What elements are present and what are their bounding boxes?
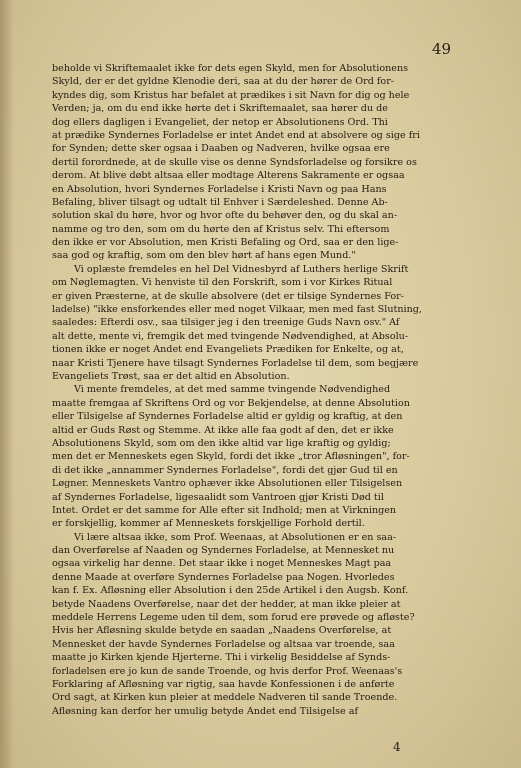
- text-line: saa god og kraftig, som om den blev hørt af hans egen Mund.": [52, 250, 356, 262]
- body-text: [52, 62, 452, 718]
- text-line: eller Tilsigelse af Syndernes Forladelse altid er gyldig og kraftig, at den: [52, 411, 403, 423]
- text-line: Intet. Ordet er det samme for Alle efter sit Indhold; men at Virkningen: [52, 504, 397, 516]
- text-line: namme og tro den, som om du hørte den af Kristus selv. Thi eftersom: [52, 223, 390, 235]
- text-line: alt dette, mente vi, fremgik det med tvingende Nødvendighed, at Absolu-: [52, 330, 409, 342]
- text-line: meddele Herrens Legeme uden til dem, som forud ere prøvede og afløste?: [52, 612, 415, 624]
- text-line: dertil forordnede, at de skulle vise os denne Syndsforladelse og forsikre os: [52, 156, 417, 168]
- page-number: 49: [432, 40, 452, 58]
- text-line: Ord sagt, at Kirken kun pleier at meddele Nadveren til sande Troende.: [52, 692, 398, 704]
- text-line: altid er Guds Røst og Stemme. At ikke alle faa godt af den, det er ikke: [52, 424, 394, 436]
- text-line: den ikke er vor Absolution, men Kristi Befaling og Ord, saa er den lige-: [52, 237, 399, 249]
- text-line: Vi lære altsaa ikke, som Prof. Weenaas, at Absolutionen er en saa-: [74, 531, 397, 543]
- text-line: Afløsning kan derfor her umulig betyde Andet end Tilsigelse af: [52, 705, 359, 717]
- text-line: af Syndernes Forladelse, ligesaalidt som Vantroen gjør Kristi Død til: [52, 491, 384, 503]
- text-line: di det ikke „annammer Syndernes Forladelse", fordi det gjør Gud til en: [52, 464, 398, 476]
- text-line: Mennesket der havde Syndernes Forladelse og altsaa var troende, saa: [52, 638, 395, 650]
- text-line: denne Maade at overføre Syndernes Forladelse paa Nogen. Hvorledes: [52, 571, 395, 583]
- text-line: solution skal du høre, hvor og hvor ofte du behøver den, og du skal an-: [52, 210, 398, 222]
- text-line: kyndes dig, som Kristus har befalet at prædikes i sit Navn for dig og hele: [52, 89, 410, 101]
- text-line: er forskjellig, kommer af Menneskets forskjellige Forhold dertil.: [52, 518, 365, 530]
- text-line: for Synden; dette sker ogsaa i Daaben og Nadveren, hvilke ogsaa ere: [52, 143, 390, 155]
- text-line: Evangeliets Trøst, saa er det altid en Absolution.: [52, 370, 290, 382]
- text-line: er given Præsterne, at de skulle absolvere (det er tilsige Syndernes For-: [52, 290, 404, 302]
- text-line: Vi oplæste fremdeles en hel Del Vidnesbyrd af Luthers herlige Skrift: [74, 263, 409, 275]
- text-line: maatte fremgaa af Skriftens Ord og vor Bekjendelse, at denne Absolution: [52, 397, 410, 409]
- text-line: saaledes: Efterdi osv., saa tilsiger jeg i den treenige Guds Navn osv." Af: [52, 317, 400, 329]
- signature-mark: 4: [393, 740, 401, 754]
- page-edge-shadow: [0, 0, 14, 768]
- text-line: ladelse) "ikke ensforkendes eller med noget Vilkaar, men med fast Slutning,: [52, 304, 422, 316]
- text-line: Løgner. Menneskets Vantro ophæver ikke Absolutionen eller Tilsigelsen: [52, 478, 403, 490]
- text-line: tionen ikke er noget Andet end Evangeliets Prædiken for Enkelte, og at,: [52, 344, 404, 356]
- text-line: Hvis her Afløsning skulde betyde en saadan „Naadens Overførelse, at: [52, 625, 392, 637]
- text-line: Forklaring af Afløsning var rigtig, saa havde Konfessionen i de anførte: [52, 678, 395, 690]
- text-line: Absolutionens Skyld, som om den ikke altid var lige kraftig og gyldig;: [52, 437, 391, 449]
- text-line: Vi mente fremdeles, at det med samme tvingende Nødvendighed: [74, 384, 391, 396]
- text-line: Skyld, der er det gyldne Klenodie deri, saa at du der hører de Ord for-: [52, 76, 395, 88]
- text-line: men det er Menneskets egen Skyld, fordi det ikke „tror Afløsningen", for-: [52, 451, 410, 463]
- text-line: betyde Naadens Overførelse, naar det der hedder, at man ikke pleier at: [52, 598, 401, 610]
- text-line: dan Overførelse af Naaden og Syndernes Forladelse, at Mennesket nu: [52, 545, 395, 557]
- text-line: ogsaa virkelig har denne. Det staar ikke i noget Menneskes Magt paa: [52, 558, 392, 570]
- text-line: at prædike Syndernes Forladelse er intet Andet end at absolvere og sige fri: [52, 129, 420, 141]
- text-line: beholde vi Skriftemaalet ikke for dets egen Skyld, men for Absolutionens: [52, 63, 409, 74]
- text-line: derom. At blive døbt altsaa eller modtage Alterens Sakramente er ogsaa: [52, 170, 405, 182]
- text-line: forladelsen ere jo kun de sande Troende, og hvis derfor Prof. Weenaas's: [52, 665, 403, 677]
- text-line: kan f. Ex. Afløsning eller Absolution i den 25de Artikel i den Augsb. Konf.: [52, 585, 409, 597]
- text-line: naar Kristi Tjenere have tilsagt Syndernes Forladelse til dem, som begjære: [52, 357, 419, 369]
- text-line: maatte jo Kirken kjende Hjerterne. Thi i virkelig Besiddelse af Synds-: [52, 652, 391, 664]
- text-line: Befaling, bliver tilsagt og udtalt til Enhver i Særdeleshed. Denne Ab-: [52, 196, 388, 208]
- text-line: en Absolution, hvori Syndernes Forladelse i Kristi Navn og paa Hans: [52, 183, 387, 195]
- text-line: om Nøglemagten. Vi henviste til den Forskrift, som i vor Kirkes Ritual: [52, 277, 393, 289]
- text-line: dog ellers dagligen i Evangeliet, der netop er Absolutionens Ord. Thi: [52, 116, 388, 128]
- text-line: Verden; ja, om du end ikke hørte det i Skriftemaalet, saa hører du de: [52, 103, 388, 115]
